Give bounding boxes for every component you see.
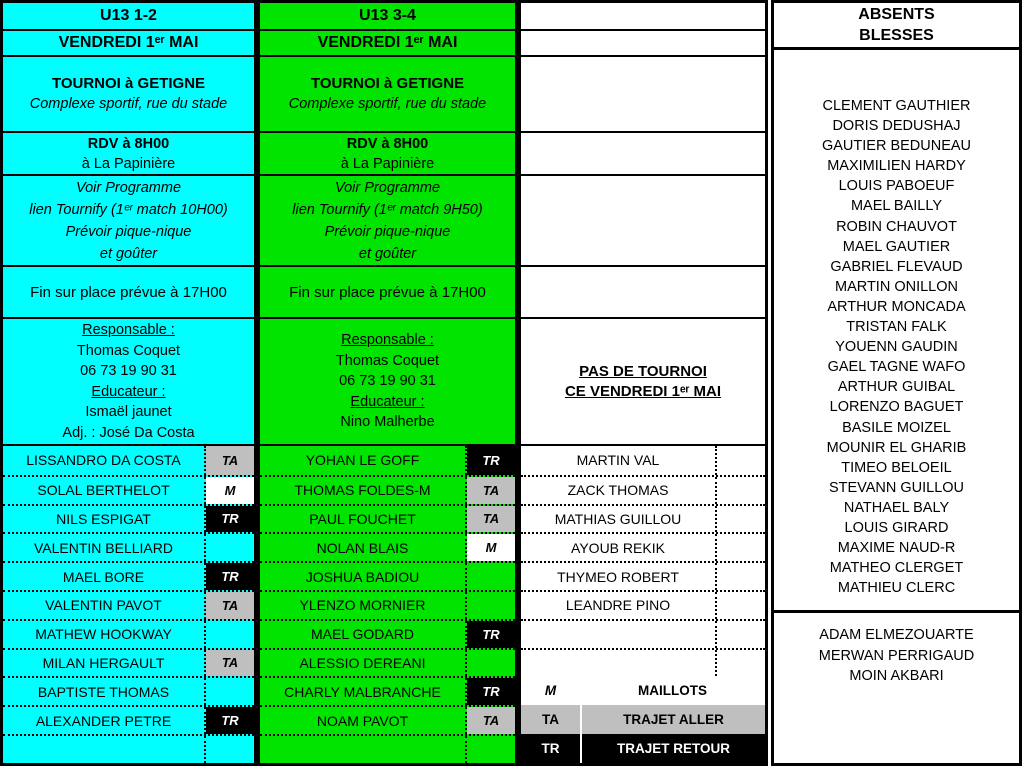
badge-cell xyxy=(715,534,765,561)
empty-player-row xyxy=(3,734,254,763)
absent-name: STEVANN GUILLOU xyxy=(828,479,965,496)
empty-cell xyxy=(521,174,765,265)
badge-cell xyxy=(204,446,254,475)
absent-name: LORENZO BAGUET xyxy=(829,399,964,416)
program-line: lien Tournify (1ᵉʳ match 10H00) xyxy=(29,201,228,218)
player-list xyxy=(3,444,254,763)
empty-cell xyxy=(260,736,465,763)
absent-name: MATHIEU CLERC xyxy=(837,580,956,597)
badge-cell xyxy=(715,621,765,648)
empty-cell xyxy=(521,265,765,317)
empty-player-row xyxy=(521,619,765,648)
event-cell xyxy=(260,55,515,131)
staff-line: 06 73 19 90 31 xyxy=(80,363,177,379)
staff-line: Nino Malherbe xyxy=(340,414,435,431)
badge-tr: TR xyxy=(467,621,515,648)
player-row xyxy=(3,532,254,561)
absents-list xyxy=(774,50,1019,613)
badge-cell xyxy=(465,650,515,677)
legend-code: TA xyxy=(542,712,559,728)
absents-title-line: BLESSES xyxy=(859,27,934,44)
empty-cell xyxy=(521,55,765,131)
empty-cell xyxy=(521,650,715,677)
no-tournament-line: PAS DE TOURNOI xyxy=(579,362,707,380)
absent-name: YOUENN GAUDIN xyxy=(835,339,958,356)
absent-name: LOUIS PABOEUF xyxy=(838,178,955,195)
player-name: NOLAN BLAIS xyxy=(316,539,409,556)
badge-cell xyxy=(715,592,765,619)
absent-name: ARTHUR MONCADA xyxy=(827,298,966,315)
staff-line: Thomas Coquet xyxy=(335,352,440,369)
no-tournament-column xyxy=(518,0,768,766)
player-row xyxy=(260,648,515,677)
absent-name: NATHAEL BALY xyxy=(843,499,950,516)
absent-name: ARTHUR GUIBAL xyxy=(837,379,956,396)
program-line: et goûter xyxy=(358,245,417,262)
badge-cell xyxy=(204,506,254,533)
player-row xyxy=(260,676,515,705)
empty-cell xyxy=(3,736,204,763)
player-name: LISSANDRO DA COSTA xyxy=(26,452,181,469)
absent-name: MATHEO CLERGET xyxy=(829,560,964,577)
program-line: lien Tournify (1ᵉʳ match 9H50) xyxy=(292,201,483,218)
badge-ta: TA xyxy=(467,477,515,504)
staff-cell xyxy=(3,317,254,444)
legend-row-tr xyxy=(521,734,765,763)
player-name: THYMEO ROBERT xyxy=(557,568,679,585)
player-row xyxy=(521,590,765,619)
event-cell xyxy=(3,55,254,131)
player-name: YOHAN LE GOFF xyxy=(305,452,420,469)
player-name: MARTIN VAL xyxy=(576,452,660,469)
absent-name: MOIN AKBARI xyxy=(849,668,944,684)
player-name: ALEXANDER PETRE xyxy=(35,712,172,729)
no-tournament-notice xyxy=(521,317,765,444)
absent-name: TIMEO BELOEIL xyxy=(841,459,952,476)
badge-tr: TR xyxy=(467,446,515,475)
badge-cell xyxy=(465,506,515,533)
staff-line: Educateur : xyxy=(350,393,425,410)
absent-name: MARTIN ONILLON xyxy=(834,278,958,295)
absent-name: MAXIME NAUD-R xyxy=(837,540,956,557)
absent-name: BASILE MOIZEL xyxy=(842,419,951,436)
program-cell xyxy=(3,174,254,265)
empty-cell xyxy=(521,3,765,29)
player-name: MATHIAS GUILLOU xyxy=(554,510,682,527)
absents-header xyxy=(774,3,1019,50)
legend-code: TR xyxy=(541,740,560,756)
program-cell xyxy=(260,174,515,265)
empty-player-row xyxy=(521,648,765,677)
end-time-cell: Fin sur place prévue à 17H00 xyxy=(3,265,254,317)
badge-cell xyxy=(204,477,254,504)
absent-name: CLEMENT GAUTHIER xyxy=(822,98,971,114)
legend-label: TRAJET ALLER xyxy=(580,705,765,734)
player-row xyxy=(260,532,515,561)
badge-cell xyxy=(204,678,254,705)
badge-ta: TA xyxy=(206,650,254,677)
absent-name: MAEL GAUTIER xyxy=(842,238,951,255)
empty-player-row xyxy=(260,734,515,763)
player-name: NOAM PAVOT xyxy=(316,712,409,729)
team-column-u13-3-4 xyxy=(257,0,518,766)
absent-name: TRISTAN FALK xyxy=(846,319,947,336)
empty-cell xyxy=(521,29,765,55)
badge-cell xyxy=(465,446,515,475)
badge-cell xyxy=(204,563,254,590)
badge-cell xyxy=(465,563,515,590)
player-name: VALENTIN BELLIARD xyxy=(33,539,173,556)
badge-cell xyxy=(204,707,254,734)
badge-cell xyxy=(204,621,254,648)
player-name: MATHEW HOOKWAY xyxy=(35,626,172,643)
event-venue: Complexe sportif, rue du stade xyxy=(29,96,228,112)
badge-cell xyxy=(465,534,515,561)
staff-line: Adj. : José Da Costa xyxy=(62,424,195,441)
badge-cell xyxy=(465,621,515,648)
player-name: ALESSIO DEREANI xyxy=(299,654,426,671)
player-row xyxy=(3,619,254,648)
badge-cell xyxy=(465,678,515,705)
rdv-time: RDV à 8H00 xyxy=(346,135,429,152)
absent-name: MERWAN PERRIGAUD xyxy=(818,647,975,664)
badge-cell xyxy=(715,477,765,504)
badge-tr: TR xyxy=(206,563,254,590)
player-name: AYOUB REKIK xyxy=(571,539,665,556)
absent-name: GAUTIER BEDUNEAU xyxy=(821,138,972,155)
rdv-place: à La Papinière xyxy=(340,155,435,172)
rdv-cell xyxy=(3,131,254,174)
player-row xyxy=(3,676,254,705)
event-title: TOURNOI à GETIGNE xyxy=(51,75,206,92)
player-name: MAEL GODARD xyxy=(311,626,414,643)
badge-tr: TR xyxy=(206,506,254,533)
player-name: MAEL BORE xyxy=(62,568,145,585)
player-name: SOLAL BERTHELOT xyxy=(37,482,170,499)
rdv-place: à La Papinière xyxy=(81,155,176,172)
team-date: VENDREDI 1ᵉʳ MAI xyxy=(3,29,254,55)
rdv-time: RDV à 8H00 xyxy=(87,135,170,152)
badge-m: M xyxy=(467,534,515,561)
badge-cell xyxy=(465,592,515,619)
program-line: Prévoir pique-nique xyxy=(65,223,192,240)
team-name: U13 3-4 xyxy=(359,7,416,24)
player-row xyxy=(260,561,515,590)
rdv-cell xyxy=(260,131,515,174)
player-name: PAUL FOUCHET xyxy=(309,510,416,527)
player-row xyxy=(260,446,515,475)
badge-cell xyxy=(465,477,515,504)
player-row xyxy=(3,648,254,677)
absents-secondary-list xyxy=(774,613,1019,763)
player-list xyxy=(260,444,515,763)
badge-cell xyxy=(715,506,765,533)
badge-cell xyxy=(715,446,765,475)
player-row xyxy=(260,475,515,504)
player-row xyxy=(3,446,254,475)
player-row xyxy=(521,446,765,475)
empty-cell xyxy=(521,621,715,648)
staff-cell xyxy=(260,317,515,444)
absent-name: DORIS DEDUSHAJ xyxy=(832,118,961,135)
badge-cell xyxy=(465,736,515,763)
staff-line: Responsable : xyxy=(341,332,434,349)
player-name: BAPTISTE THOMAS xyxy=(37,683,170,700)
player-name: NILS ESPIGAT xyxy=(56,510,151,527)
absent-name: GAEL TAGNE WAFO xyxy=(827,359,966,376)
badge-ta: TA xyxy=(467,506,515,533)
badge-tr: TR xyxy=(467,678,515,705)
badge-tr: TR xyxy=(206,707,254,734)
staff-line: Educateur : xyxy=(91,383,166,400)
badge-ta: TA xyxy=(206,592,254,619)
player-name: VALENTIN PAVOT xyxy=(45,597,162,614)
badge-cell xyxy=(204,736,254,763)
absent-name: LOUIS GIRARD xyxy=(844,519,949,536)
player-row xyxy=(3,705,254,734)
staff-line: Thomas Coquet xyxy=(76,342,181,359)
player-row xyxy=(521,475,765,504)
badge-ta: TA xyxy=(467,707,515,734)
program-line: et goûter xyxy=(99,245,158,262)
player-name: JOSHUA BADIOU xyxy=(305,568,420,585)
badge-cell xyxy=(204,650,254,677)
player-name: MILAN HERGAULT xyxy=(42,654,165,671)
badge-cell xyxy=(465,707,515,734)
badge-cell xyxy=(204,534,254,561)
absents-title-line: ABSENTS xyxy=(858,6,935,23)
end-time-cell: Fin sur place prévue à 17H00 xyxy=(260,265,515,317)
legend-label: TRAJET RETOUR xyxy=(580,734,765,763)
program-line: Voir Programme xyxy=(334,179,441,196)
player-name: LEANDRE PINO xyxy=(565,597,671,614)
player-name: YLENZO MORNIER xyxy=(299,597,426,614)
player-row xyxy=(3,561,254,590)
absents-column xyxy=(771,0,1022,766)
player-name: THOMAS FOLDES-M xyxy=(294,482,431,499)
staff-line: 06 73 19 90 31 xyxy=(339,373,436,390)
program-line: Voir Programme xyxy=(75,179,182,196)
absent-name: ADAM ELMEZOUARTE xyxy=(819,627,974,643)
player-name: CHARLY MALBRANCHE xyxy=(284,683,441,700)
team-date: VENDREDI 1ᵉʳ MAI xyxy=(260,29,515,55)
no-tournament-line: CE VENDREDI 1ᵉʳ MAI xyxy=(564,382,722,400)
player-row xyxy=(521,504,765,533)
legend-row-m xyxy=(521,676,765,705)
absent-name: GABRIEL FLEVAUD xyxy=(830,258,963,275)
program-line: Prévoir pique-nique xyxy=(324,223,451,240)
player-row xyxy=(260,590,515,619)
player-row xyxy=(3,504,254,533)
badge-cell xyxy=(715,563,765,590)
absent-name: ROBIN CHAUVOT xyxy=(836,218,957,235)
badge-cell xyxy=(715,650,765,677)
absent-name: MAEL BAILLY xyxy=(850,198,943,215)
event-venue: Complexe sportif, rue du stade xyxy=(288,96,487,112)
player-row xyxy=(3,475,254,504)
player-row xyxy=(260,619,515,648)
player-row xyxy=(260,705,515,734)
player-row xyxy=(521,561,765,590)
legend-label: MAILLOTS xyxy=(638,683,707,699)
staff-line: Responsable : xyxy=(82,322,175,338)
badge-ta: TA xyxy=(206,446,254,475)
player-row xyxy=(260,504,515,533)
player-row xyxy=(521,532,765,561)
player-row xyxy=(3,590,254,619)
badge-m: M xyxy=(206,477,254,504)
badge-cell xyxy=(204,592,254,619)
empty-cell xyxy=(521,131,765,174)
event-title: TOURNOI à GETIGNE xyxy=(310,75,465,92)
staff-line: Ismaël jaunet xyxy=(85,404,172,420)
player-name: ZACK THOMAS xyxy=(567,482,669,499)
absent-name: MAXIMILIEN HARDY xyxy=(827,158,966,175)
team-column-u13-1-2 xyxy=(0,0,257,766)
team-name: U13 1-2 xyxy=(100,7,157,24)
legend-code: M xyxy=(544,683,557,699)
absent-name: MOUNIR EL GHARIB xyxy=(826,439,967,456)
no-tournament-player-list xyxy=(521,444,765,763)
legend-row-ta xyxy=(521,705,765,734)
